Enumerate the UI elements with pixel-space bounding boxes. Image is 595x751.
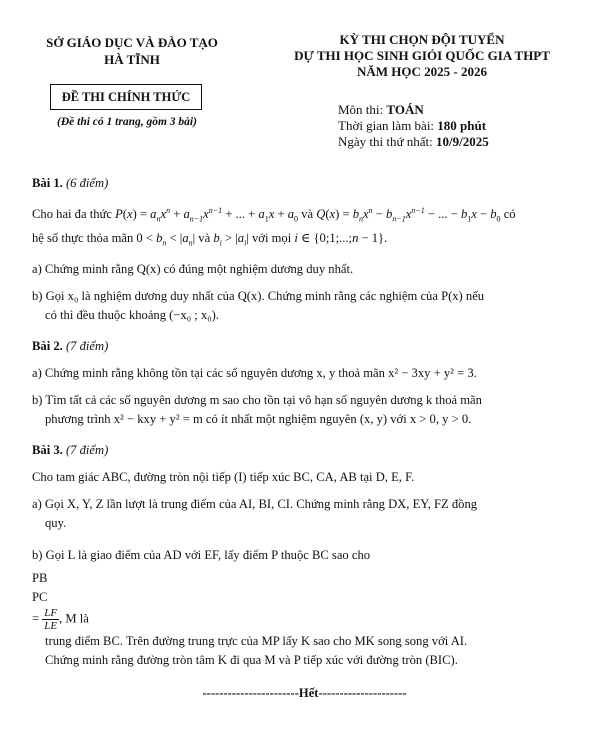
problem-3-part-a-line-2: quy. [45,516,67,531]
time-value: 180 phút [437,118,487,133]
exam-body: Bài 1. (6 điểm) Cho hai đa thức $P(x) = a_nx^n + a_{n-1}x^{n-1}$ + ... + $a_1x + a_0$ và $Q(x) = b_nx^n - b_{n-1}x^{n-1}$ − ... − $b_1x - b_0$ có hệ số thực thỏa mãn $0 < b_n < |a_n|$ và $b_i > |a_i|$ với mọi i ∈ {0;1;...;n − 1}. a) Chứng minh rằng Q(x) có đúng một nghiệm dương duy nhất. b) Gọi x₀ là nghiệm dương duy nhất của Q(x). Chứng minh rằng các nghiệm của P(x) nếu có thì đều thuộc khoảng (−x₀ ; x₀). Bài 2. (7 điểm) a) Chứng minh rằng không tồn tại các số nguyên dương x, y thoả mãn x² − 3xy + y² = 3. b) Tìm tất cả các số nguyên dương m sao cho tồn tại vô hạn số nguyên dương k thoả mãn phương trình x² − kxy + y² = m có ít nhất một nghiệm nguyên (x, y) với x > 0, y > 0. Bài 3. (7 điểm) Cho tam giác ABC, đường tròn nội tiếp (I) tiếp xúc BC, CA, AB tại D, E, F. a) Gọi X, Y, Z lần lượt là trung điểm của AI, BI, CI. Chứng minh rằng DX, EY, FZ đồng quy. b) Gọi L là giao điểm của AD với EF, lấy điểm P thuộc BC sao cho PB PC = $\frac{LF}{LE}$ , M là trung điểm BC. Trên đường trung trực của MP lấy K sao cho MK song song với AI. Chứng minh rằng đường tròn tâm K đi qua M và P tiếp xúc với đường tròn (BIC). -----------------------Hết--------------------- [32,170,577,703]
subject-row: Môn thi: TOÁN [338,102,424,117]
problem-3-part-b-line-1: b) Gọi L là giao điểm của AD với EF, lấy điểm P thuộc BC sao cho [32,548,374,563]
department-line-2: HÀ TĨNH [104,52,160,67]
exam-title-line-3: NĂM HỌC 2025 - 2026 [357,64,487,79]
problem-3-part-a-line-1: a) Gọi X, Y, Z lần lượt là trung điểm của AI, BI, CI. Chứng minh rằng DX, EY, FZ đồng [32,497,478,512]
problem-3-title: Bài 3. (7 điểm) [32,443,109,458]
ratio-lf-le: $\frac{LF}{LE}$ [44,607,58,633]
official-exam-label: ĐỀ THI CHÍNH THỨC [50,84,202,110]
date-value: 10/9/2025 [436,134,489,149]
problem-2-part-b-line-2: phương trình x² − kxy + y² = m có ít nhất một nghiệm nguyên (x, y) với x > 0, y > 0. [45,412,472,427]
date-row: Ngày thi thứ nhất: 10/9/2025 [338,134,489,149]
pages-note: (Đề thi có 1 trang, gồm 3 bài) [57,116,197,128]
exam-title-line-2: DỰ THI HỌC SINH GIỎI QUỐC GIA THPT [294,48,550,63]
problem-2-part-b-line-1: b) Tìm tất cả các số nguyên dương m sao cho tồn tại vô hạn số nguyên dương k thoả mãn [32,393,482,408]
problem-3-part-b-line-2: trung điểm BC. Trên đường trung trực của MP lấy K sao cho MK song song với AI. [45,634,468,649]
problem-1-part-b-line-1: b) Gọi x₀ là nghiệm dương duy nhất của Q(x). Chứng minh rằng các nghiệm của P(x) nếu [32,289,485,304]
problem-1-statement: Cho hai đa thức $P(x) = a_nx^n + a_{n-1}x^{n-1}$ + ... + $a_1x + a_0$ và $Q(x) = b_nx^n - b_{n-1}x^{n-1}$ − ... − $b_1x - b_0$ có [32,206,516,224]
problem-1-title: Bài 1. (6 điểm) [32,176,109,190]
problem-2-part-a: a) Chứng minh rằng không tồn tại các số nguyên dương x, y thoả mãn x² − 3xy + y² = 3. [32,366,477,381]
end-mark: -----------------------Hết--------------------- [202,686,407,701]
exam-header [262,32,582,80]
department-line-1: SỞ GIÁO DỤC VÀ ĐÀO TẠO [46,35,218,50]
subject-value: TOÁN [386,102,424,117]
problem-1-part-b-line-2: có thì đều thuộc khoảng (−x₀ ; x₀). [45,308,219,323]
problem-1-part-a: a) Chứng minh rằng Q(x) có đúng một nghiệm dương duy nhất. [32,262,354,277]
problem-3-part-b-line-3: Chứng minh rằng đường tròn tâm K đi qua M và P tiếp xúc với đường tròn (BIC). [45,653,458,668]
problem-2-title: Bài 2. (7 điểm) [32,339,109,354]
exam-title-line-1: KỲ THI CHỌN ĐỘI TUYỂN [339,32,505,47]
time-row: Thời gian làm bài: 180 phút [338,118,487,133]
problem-1-conditions: hệ số thực thỏa mãn $0 < b_n < |a_n|$ và $b_i > |a_i|$ với mọi i ∈ {0;1;...;n − 1}. [32,230,388,248]
exam-meta [338,102,489,150]
problem-3-statement: Cho tam giác ABC, đường tròn nội tiếp (I) tiếp xúc BC, CA, AB tại D, E, F. [32,470,415,485]
department-header [22,34,242,68]
